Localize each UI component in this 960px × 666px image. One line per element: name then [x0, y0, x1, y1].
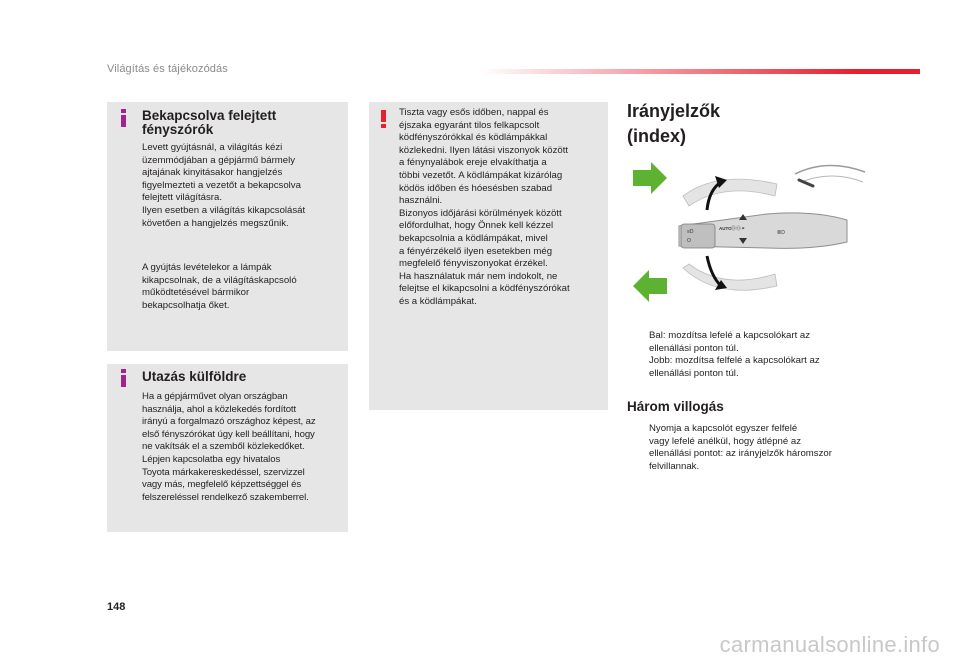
svg-text:≡D: ≡D: [687, 229, 694, 235]
info-box-driving-abroad: [107, 364, 348, 532]
warning-icon: [381, 110, 386, 128]
watermark: carmanualsonline.info: [719, 632, 940, 657]
box-paragraph: Ha a gépjárművet olyan országban használja, ahol a közlekedés fordított irányú a forgalmazó országhoz képest, az első fényszórókat úgy kell beállítani, hogy ne vakítsák el a szemből közlekedőket. Lépjen kapcsolatba egy hivatalos Toyota márkakereskedéssel, szervizzel vagy más, megfelelő képzettséggel és felszereléssel rendelkező szakemberrel.: [142, 391, 316, 503]
list-item: Jobb: mozdítsa felfelé a kapcsolókart az ellenállási ponton túl.: [649, 355, 820, 380]
list-item: Nyomja a kapcsolót egyszer felfelé vagy lefelé anélkül, hogy átlépné az ellenállási pontot: az irányjelzők háromszor felvillannak.: [649, 423, 832, 473]
box-paragraph: Levett gyújtásnál, a világítás kézi üzemmódjában a gépjármű bármely ajtajának kinyitásakor hangjelzés figyelmezteti a vezetőt a bekapcsolva felejtett világításra. Ilyen esetben a világítás kikapcsolását követően a hangjelzés megszűnik.: [142, 142, 306, 229]
info-box-headlights-left-on: [107, 102, 348, 351]
box-heading: Bekapcsolva felejtett fényszórók: [142, 108, 277, 137]
list-item: Bal: mozdítsa lefelé a kapcsolókart az ellenállási ponton túl.: [649, 330, 811, 354]
arrow-right-icon: [633, 162, 667, 194]
arrow-left-icon: [633, 270, 667, 302]
svg-text:ⒹⓄ⚭: ⒹⓄ⚭: [731, 226, 746, 232]
info-icon: [121, 369, 126, 387]
indicator-bullet-list: [627, 330, 877, 381]
svg-text:≣D: ≣D: [777, 230, 785, 236]
page-number: 148: [107, 601, 126, 613]
header-title: Világítás és tájékozódás: [107, 63, 228, 75]
section-heading-three-flash: Három villogás: [627, 399, 724, 414]
indicator-stalk-illustration: [627, 160, 877, 315]
section-heading-indicators: Irányjelzők (index): [627, 101, 721, 146]
warning-paragraph: Tiszta vagy esős időben, nappal és éjszaka egyaránt tilos felkapcsolt ködfényszórókkal és ködlámpákkal közlekedni. Ilyen látási viszonyok között a fénynyalábok ereje elvakíthatja a többi vezetőt. A ködlámpákat kizárólag ködös időben és hóesésben szabad használni. Bizonyos időjárási körülmények között előfordulhat, hogy Önnek kell kézzel bekapcsolnia a ködlámpákat, mivel a fényérzékelő ilyen esetekben még megfelelő fényviszonyokat érzékel. Ha használatuk már nem indokolt, ne felejtse el kikapcsolni a ködfényszórókat és a ködlámpákat.: [399, 107, 570, 307]
box-paragraph: A gyújtás levételekor a lámpák kikapcsolnak, de a világításkapcsoló működtetésével bármikor bekapcsolhatja őket.: [142, 262, 297, 311]
header-accent-line: [480, 69, 920, 74]
svg-text:O: O: [687, 238, 691, 244]
box-heading: Utazás külföldre: [142, 369, 247, 384]
three-flash-bullet-list: [627, 423, 877, 474]
warning-box-fog-lights: [369, 102, 608, 410]
info-icon: [121, 109, 126, 127]
stalk-auto-label: AUTO: [719, 226, 732, 231]
